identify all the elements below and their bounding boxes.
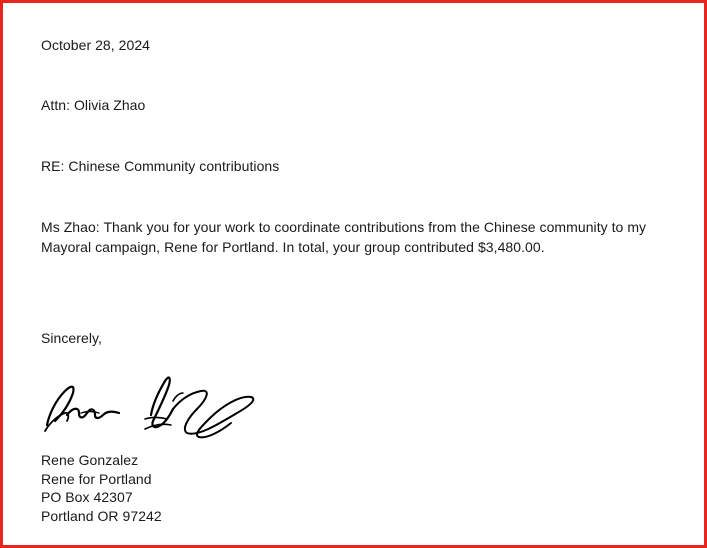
letter-body: [41, 217, 691, 257]
closing-salutation: Sincerely,: [41, 330, 102, 346]
signature-block: [41, 451, 162, 525]
signer-po-box: PO Box 42307: [41, 489, 133, 505]
letter-date: October 28, 2024: [41, 37, 150, 53]
attention-line: Attn: Olivia Zhao: [41, 97, 146, 113]
signer-name: Rene Gonzalez: [41, 452, 139, 468]
subject-line: RE: Chinese Community contributions: [41, 158, 280, 174]
signer-city-state-zip: Portland OR 97242: [41, 507, 162, 524]
letter-body-line: Mayoral campaign, Rene for Portland. In total, your group contributed $3,480.00.: [41, 239, 545, 255]
handwritten-signature: [41, 363, 261, 453]
signer-organization: Rene for Portland: [41, 470, 152, 487]
letter-body-line: Ms Zhao: Thank you for your work to coordinate contributions from the Chinese community to my: [41, 219, 647, 235]
